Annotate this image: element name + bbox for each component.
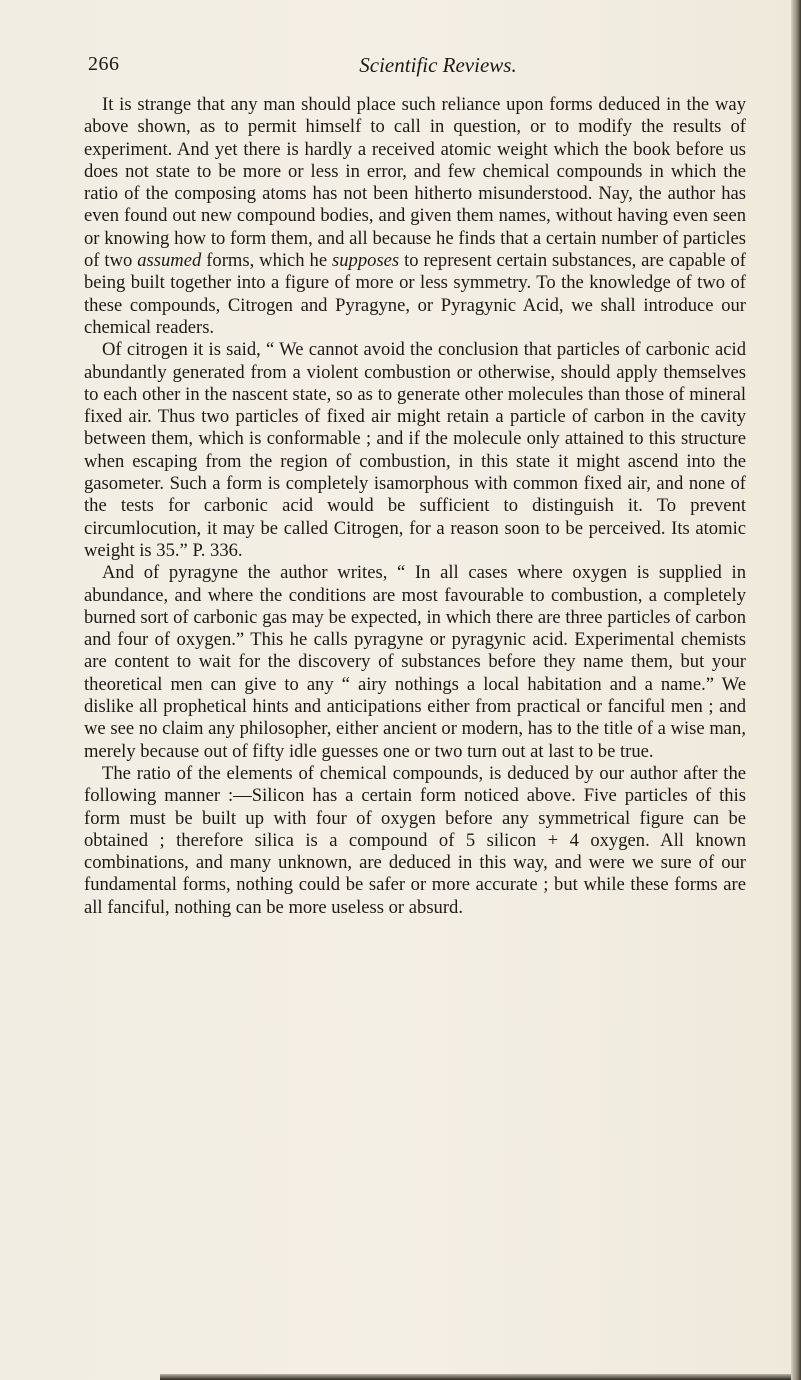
paragraph	[84, 763, 746, 919]
page-number: 266	[88, 53, 120, 75]
page-edge-shadow	[791, 0, 801, 1380]
text-segment: to represent certain substances, are capable of being built together into a figure of more or less symmetry. To the knowledge of two of these compounds, Citrogen and Pyragyne, or Pyragynic Acid, we shall introduce our chemical readers.	[84, 250, 746, 338]
italic-emphasis: supposes	[332, 250, 400, 272]
body-text	[84, 94, 746, 919]
paragraph	[84, 562, 746, 763]
paragraph	[84, 94, 746, 339]
paragraph	[84, 339, 746, 562]
text-segment: The ratio of the elements of chemical compounds, is deduced by our author after the following manner :—Silicon has a certain form noticed above. Five particles of this form must be built up with four of oxygen before any symmetrical figure can be obtained ; therefore silica is a compound of 5 silicon + 4 oxygen. All known combinations, and many unknown, are deduced in this way, and were we sure of our fundamental forms, nothing could be safer or more accurate ; but while these forms are all fanciful, nothing can be more useless or absurd.	[84, 762, 746, 918]
page-header	[88, 53, 748, 83]
running-title: Scientific Reviews.	[359, 53, 517, 77]
text-segment: And of pyragyne the author writes, “ In all cases where oxygen is supplied in abundance, and where the conditions are most favourable to combustion, a completely burned sort of carbonic gas may be expected, in which there are three particles of carbon and four of oxygen.” This he calls pyragyne or pyragynic acid. Experimental chemists are content to wait for the discovery of substances before they name them, but your theoretical men can give to any “ airy nothings a local habitation and a name.” We dislike all prophetical hints and anticipations either from practical or fanciful men ; and we see no claim any philosopher, either ancient or modern, has to the title of a wise man, merely because out of fifty idle guesses one or two turn out at last to be true.	[84, 562, 746, 762]
text-segment: It is strange that any man should place such reliance upon forms deduced in the way above shown, as to permit himself to call in question, or to modify the results of experiment. And yet there is hardly a received atomic weight which the book before us does not state to be more or less in error, and few chemical compounds in which the ratio of the composing atoms has not been hitherto misunderstood. Nay, the author has even found out new compound bodies, and given them names, without having even seen or knowing how to form them, and all because he finds that a certain number of particles of two	[84, 94, 746, 272]
italic-emphasis: assumed	[137, 250, 202, 272]
page-bottom-edge	[160, 1374, 791, 1380]
text-segment: forms, which he	[201, 250, 333, 272]
text-segment: Of citrogen it is said, “ We cannot avoid the conclusion that particles of carbonic acid abundantly generated from a violent combustion or otherwise, should apply themselves to each other in the nascent state, so as to generate other molecules than those of mineral fixed air. Thus two particles of fixed air might retain a particle of carbon in the cavity between them, which is conformable ; and if the molecule only attained to this structure when escaping from the region of combustion, in this state it might ascend into the gasometer. Such a form is completely isamorphous with common fixed air, and none of the tests for carbonic acid would be sufficient to distinguish it. To prevent circumlocution, it may be called Citrogen, for a reason soon to be perceived. Its atomic weight is 35.” P. 336.	[84, 339, 746, 561]
